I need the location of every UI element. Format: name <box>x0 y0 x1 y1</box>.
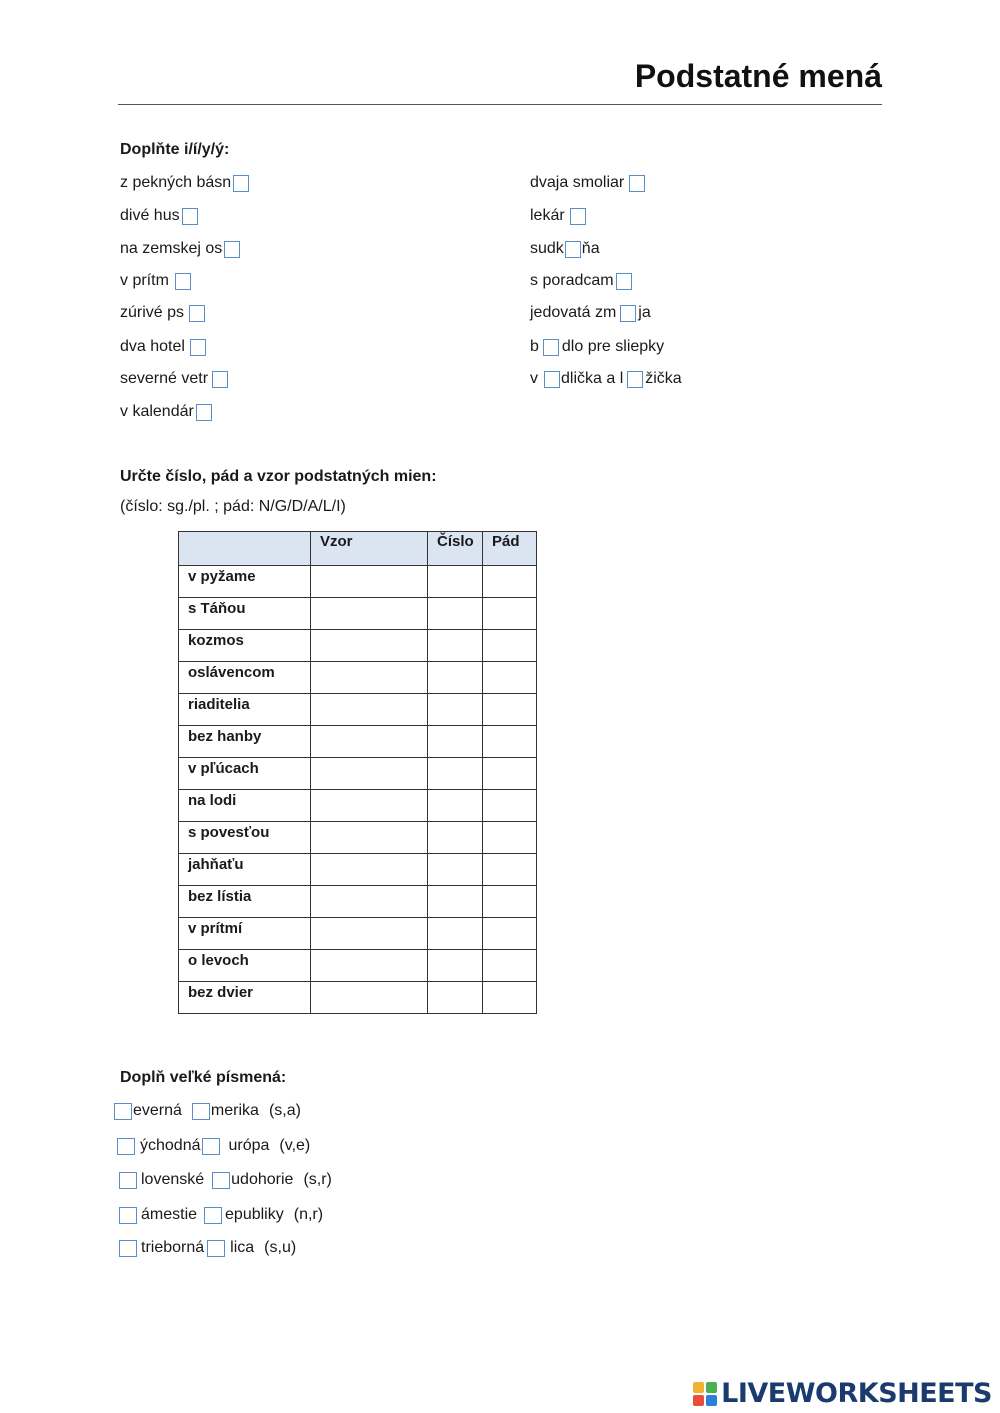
table-row <box>179 918 537 950</box>
row-word: v pľúcach <box>179 758 311 790</box>
row-word: jahňaťu <box>179 854 311 886</box>
vzor-cell[interactable] <box>311 566 428 598</box>
row-word: kozmos <box>179 630 311 662</box>
section2-heading: Určte číslo, pád a vzor podstatných mien: <box>120 468 437 485</box>
row-word: o levoch <box>179 950 311 982</box>
answer-box[interactable] <box>182 208 198 225</box>
answer-box[interactable] <box>119 1240 137 1257</box>
vzor-cell[interactable] <box>311 950 428 982</box>
table-row <box>179 598 537 630</box>
cislo-cell[interactable] <box>428 726 483 758</box>
cislo-cell[interactable] <box>428 822 483 854</box>
table-row <box>179 854 537 886</box>
answer-box[interactable] <box>212 1172 230 1189</box>
cislo-cell[interactable] <box>428 662 483 694</box>
brand-name: LIVEWORKSHEETS <box>721 1378 992 1409</box>
answer-box[interactable] <box>196 404 212 421</box>
capital-item: trieborná lica (s,u) <box>119 1238 296 1258</box>
cislo-cell[interactable] <box>428 918 483 950</box>
table-row <box>179 630 537 662</box>
logo-squares-icon <box>693 1382 717 1406</box>
fill-item: divé hus <box>120 206 200 226</box>
cislo-cell[interactable] <box>428 758 483 790</box>
pad-cell[interactable] <box>483 854 537 886</box>
fill-item: v dlička a l žička <box>530 370 682 387</box>
answer-box[interactable] <box>202 1138 220 1155</box>
vzor-cell[interactable] <box>311 822 428 854</box>
vzor-cell[interactable] <box>311 598 428 630</box>
answer-box[interactable] <box>212 371 228 388</box>
answer-box[interactable] <box>190 339 206 356</box>
answer-box[interactable] <box>627 371 643 388</box>
answer-box[interactable] <box>192 1103 210 1120</box>
fill-item: z pekných básn <box>120 173 251 193</box>
column-header-vzor: Vzor <box>311 532 428 566</box>
pad-cell[interactable] <box>483 726 537 758</box>
table-row <box>179 662 537 694</box>
column-header-pad: Pád <box>483 532 537 566</box>
table-row <box>179 566 537 598</box>
table-row <box>179 822 537 854</box>
vzor-cell[interactable] <box>311 694 428 726</box>
row-word: oslávencom <box>179 662 311 694</box>
title-rule <box>118 104 882 105</box>
answer-box[interactable] <box>565 241 581 258</box>
column-header <box>179 532 311 566</box>
cislo-cell[interactable] <box>428 790 483 822</box>
cislo-cell[interactable] <box>428 566 483 598</box>
vzor-cell[interactable] <box>311 982 428 1014</box>
table-row <box>179 758 537 790</box>
cislo-cell[interactable] <box>428 950 483 982</box>
cislo-cell[interactable] <box>428 598 483 630</box>
analysis-table <box>178 531 537 1014</box>
pad-cell[interactable] <box>483 758 537 790</box>
pad-cell[interactable] <box>483 662 537 694</box>
vzor-cell[interactable] <box>311 918 428 950</box>
pad-cell[interactable] <box>483 918 537 950</box>
answer-box[interactable] <box>189 305 205 322</box>
pad-cell[interactable] <box>483 598 537 630</box>
answer-box[interactable] <box>204 1207 222 1224</box>
pad-cell[interactable] <box>483 694 537 726</box>
table-row <box>179 886 537 918</box>
capital-item: lovenské udohorie (s,r) <box>119 1170 332 1190</box>
table-header-row <box>179 532 537 566</box>
row-word: bez hanby <box>179 726 311 758</box>
table-row <box>179 790 537 822</box>
capital-item: ámestie epubliky (n,r) <box>119 1205 323 1225</box>
vzor-cell[interactable] <box>311 758 428 790</box>
answer-box[interactable] <box>544 371 560 388</box>
section1-heading: Doplňte i/í/y/ý: <box>120 141 230 158</box>
table-row <box>179 694 537 726</box>
vzor-cell[interactable] <box>311 630 428 662</box>
fill-item: dvaja smoliar <box>530 173 647 193</box>
row-word: bez lístia <box>179 886 311 918</box>
answer-box[interactable] <box>620 305 636 322</box>
column-header-cislo: Číslo <box>428 532 483 566</box>
pad-cell[interactable] <box>483 982 537 1014</box>
page-title: Podstatné mená <box>634 58 882 94</box>
cislo-cell[interactable] <box>428 854 483 886</box>
table-row <box>179 982 537 1014</box>
fill-item: na zemskej os <box>120 239 242 259</box>
answer-box[interactable] <box>119 1207 137 1224</box>
answer-box[interactable] <box>224 241 240 258</box>
pad-cell[interactable] <box>483 566 537 598</box>
fill-item: s poradcam <box>530 271 634 291</box>
vzor-cell[interactable] <box>311 790 428 822</box>
section3-heading: Doplň veľké písmená: <box>120 1069 287 1086</box>
fill-item: sudk ňa <box>530 240 600 257</box>
answer-box[interactable] <box>629 175 645 192</box>
capital-item: ýchodná urópa (v,e) <box>117 1136 310 1156</box>
fill-item: zúrivé ps <box>120 303 207 323</box>
answer-box[interactable] <box>570 208 586 225</box>
vzor-cell[interactable] <box>311 662 428 694</box>
cislo-cell[interactable] <box>428 886 483 918</box>
cislo-cell[interactable] <box>428 982 483 1014</box>
answer-box[interactable] <box>114 1103 132 1120</box>
pad-cell[interactable] <box>483 886 537 918</box>
fill-item: severné vetr <box>120 369 230 389</box>
fill-item: v kalendár <box>120 402 214 422</box>
row-word: na lodi <box>179 790 311 822</box>
fill-item: lekár <box>530 206 588 226</box>
vzor-cell[interactable] <box>311 854 428 886</box>
pad-cell[interactable] <box>483 822 537 854</box>
row-word: riaditelia <box>179 694 311 726</box>
table-row <box>179 950 537 982</box>
capital-item: everná merika (s,a) <box>114 1101 301 1121</box>
answer-box[interactable] <box>543 339 559 356</box>
fill-item: dva hotel <box>120 337 208 357</box>
fill-item: b dlo pre sliepky <box>530 338 665 355</box>
row-word: bez dvier <box>179 982 311 1014</box>
vzor-cell[interactable] <box>311 726 428 758</box>
answer-box[interactable] <box>233 175 249 192</box>
answer-box[interactable] <box>175 273 191 290</box>
fill-item: jedovatá zm ja <box>530 304 651 321</box>
row-word: v pyžame <box>179 566 311 598</box>
answer-box[interactable] <box>119 1172 137 1189</box>
fill-item: v prítm <box>120 271 193 291</box>
answer-box[interactable] <box>207 1240 225 1257</box>
pad-cell[interactable] <box>483 630 537 662</box>
answer-box[interactable] <box>117 1138 135 1155</box>
cislo-cell[interactable] <box>428 630 483 662</box>
answer-box[interactable] <box>616 273 632 290</box>
pad-cell[interactable] <box>483 790 537 822</box>
row-word: s Táňou <box>179 598 311 630</box>
row-word: v prítmí <box>179 918 311 950</box>
liveworksheets-logo <box>693 1378 992 1409</box>
table-row <box>179 726 537 758</box>
row-word: s povesťou <box>179 822 311 854</box>
vzor-cell[interactable] <box>311 886 428 918</box>
cislo-cell[interactable] <box>428 694 483 726</box>
pad-cell[interactable] <box>483 950 537 982</box>
section2-note: (číslo: sg./pl. ; pád: N/G/D/A/L/I) <box>120 498 346 515</box>
